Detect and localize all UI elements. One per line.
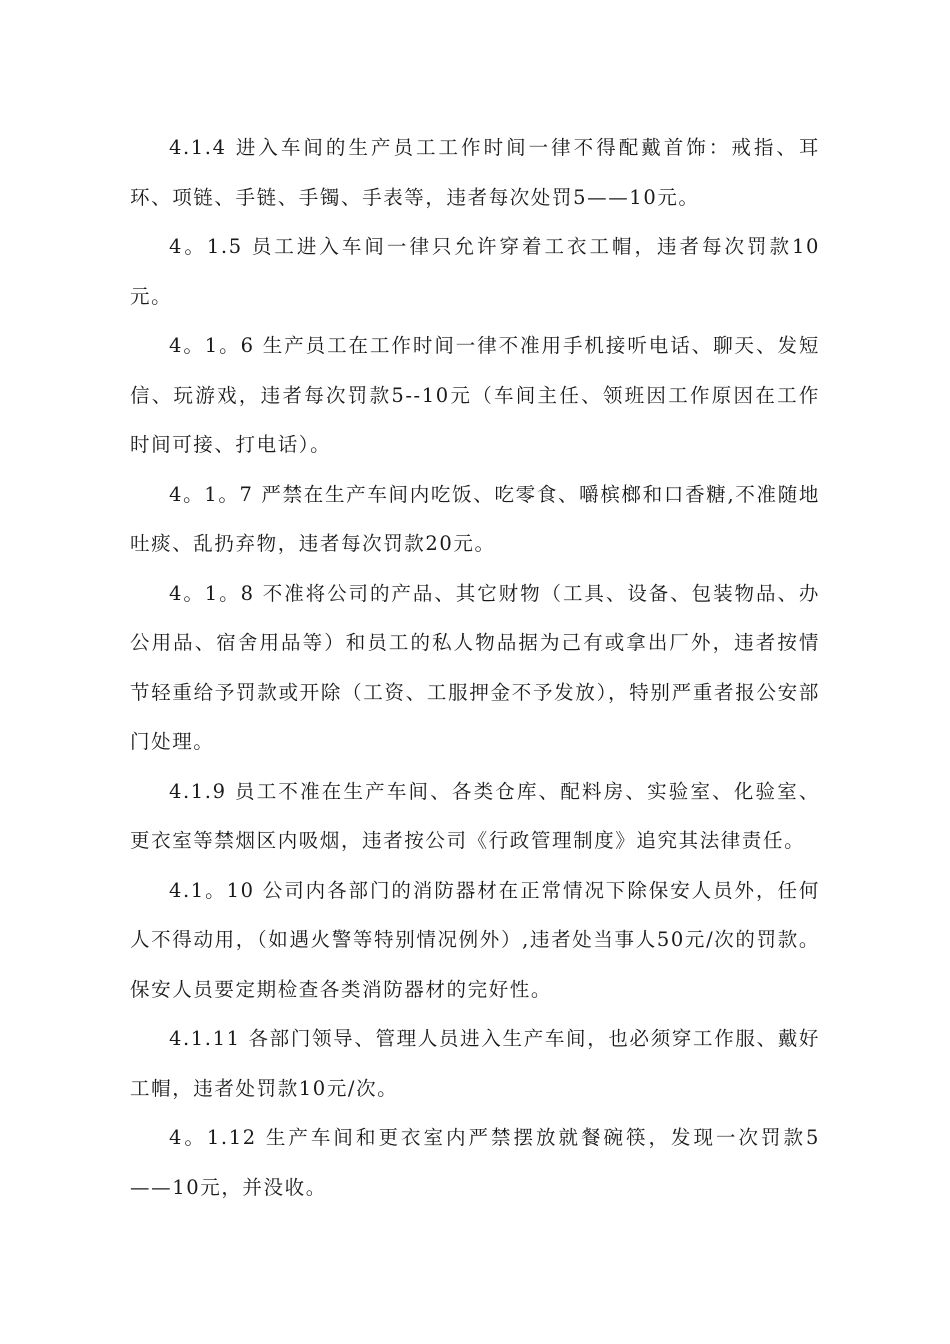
paragraph-4-1-6: 4。1。6 生产员工在工作时间一律不准用手机接听电话、聊天、发短信、玩游戏，违者每次罚款5--10元（车间主任、领班因工作原因在工作时间可接、打电话）。 xyxy=(130,334,820,456)
paragraph-4-1-7: 4。1。7 严禁在生产车间内吃饭、吃零食、嚼槟榔和口香糖,不准随地吐痰、乱扔弃物，违者每次罚款20元。 xyxy=(130,482,820,555)
paragraph-4-1-9: 4.1.9 员工不准在生产车间、各类仓库、配料房、实验室、化验室、更衣室等禁烟区内吸烟，违者按公司《行政管理制度》追究其法律责任。 xyxy=(130,779,820,852)
paragraph-4-1-12: 4。1.12 生产车间和更衣室内严禁摆放就餐碗筷，发现一次罚款5——10元，并没收。 xyxy=(130,1126,820,1199)
paragraph-4-1-11: 4.1.11 各部门领导、管理人员进入生产车间，也必须穿工作服、戴好工帽，违者处罚款10元/次。 xyxy=(130,1027,820,1100)
paragraph-4-1-4: 4.1.4 进入车间的生产员工工作时间一律不得配戴首饰：戒指、耳环、项链、手链、手镯、手表等，违者每次处罚5——10元。 xyxy=(130,136,820,209)
paragraph-4-1-8: 4。1。8 不准将公司的产品、其它财物（工具、设备、包装物品、办公用品、宿舍用品等）和员工的私人物品据为己有或拿出厂外，违者按情节轻重给予罚款或开除（工资、工服押金不予发放），特别严重者报公安部门处理。 xyxy=(130,581,820,753)
document-body xyxy=(130,123,820,1212)
paragraph-4-1-10: 4.1。10 公司内各部门的消防器材在正常情况下除保安人员外，任何人不得动用，（如遇火警等特别情况例外）,违者处当事人50元/次的罚款。保安人员要定期检查各类消防器材的完好性。 xyxy=(130,878,820,1001)
paragraph-4-1-5: 4。1.5 员工进入车间一律只允许穿着工衣工帽，违者每次罚款10元。 xyxy=(130,235,820,308)
